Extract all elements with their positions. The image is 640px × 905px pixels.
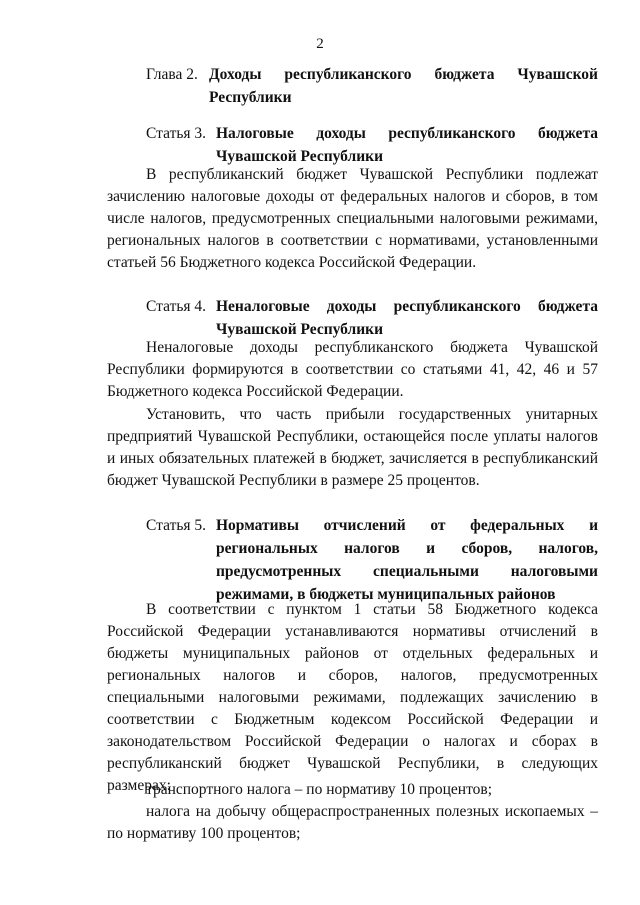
article-5-paragraph: В соответствии с пунктом 1 статьи 58 Бюджетного кодекса Российской Федерации устанавливаются нормативы отчислений в бюджеты муниципальных районов от отдельных федеральных и региональных налогов и сборов, налогов, предусмотренных специальными налоговыми режимами, подлежащих зачислению в соответствии с Бюджетным кодексом Российской Федерации и законодательством Российской Федерации о налогах и сборах в республиканский бюджет Чувашской Республики, в следующих размерах:	[107, 601, 598, 794]
article-5-title: Нормативы отчислений от федеральных и региональных налогов и сборов, налогов, предусмотренных специальными налоговыми режимами, в бюджеты муниципальных районов	[216, 517, 598, 603]
article-4-heading	[146, 295, 598, 341]
article-4-paragraph-2: Установить, что часть прибыли государственных унитарных предприятий Чувашской Республики, остающейся после уплаты налогов и иных обязательных платежей в бюджет, зачисляется в республиканский бюджет Чувашской Республики в размере 25 процентов.	[107, 406, 598, 489]
list-item-mineral-tax: налога на добычу общераспространенных полезных ископаемых – по нормативу 100 процентов;	[107, 803, 598, 842]
article-3-paragraph: В республиканский бюджет Чувашской Республики подлежат зачислению налоговые доходы от федеральных налогов и сборов, в том числе налогов, предусмотренных специальными налоговыми режимами, региональных налогов в соответствии с нормативами, установленными статьей 56 Бюджетного кодекса Российской Федерации.	[107, 166, 598, 271]
article-3-title: Налоговые доходы республиканского бюджета Чувашской Республики	[216, 125, 598, 165]
chapter-title: Доходы республиканского бюджета Чувашской Республики	[209, 66, 598, 106]
chapter-heading	[146, 63, 598, 109]
article-4-label: Статья 4.	[146, 298, 207, 315]
article-5-label: Статья 5.	[146, 517, 207, 534]
article-5-heading	[146, 514, 598, 606]
article-4-paragraph-1: Неналоговые доходы республиканского бюджета Чувашской Республики формируются в соответствии со статьями 41, 42, 46 и 57 Бюджетного кодекса Российской Федерации.	[107, 339, 598, 400]
chapter-label: Глава 2.	[146, 66, 198, 83]
article-3-heading	[146, 122, 598, 168]
article-3-label: Статья 3.	[146, 125, 207, 142]
page-number: 2	[316, 36, 324, 52]
article-4-title: Неналоговые доходы республиканского бюджета Чувашской Республики	[216, 298, 598, 338]
list-item-transport-tax: транспортного налога – по нормативу 10 процентов;	[146, 781, 493, 798]
